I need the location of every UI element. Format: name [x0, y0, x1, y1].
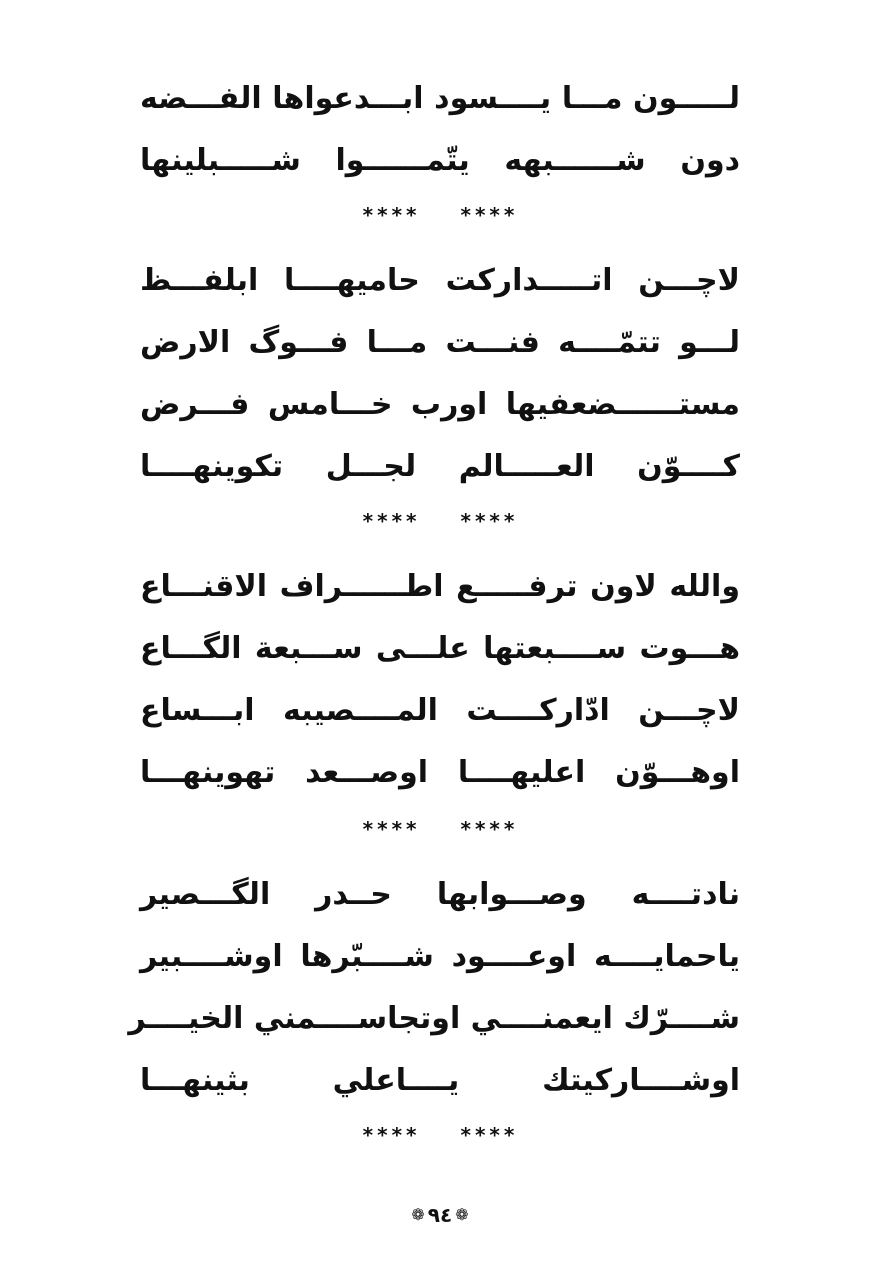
stanza-separator: [0, 814, 881, 844]
stanza-separator: [0, 506, 881, 536]
verse-line: والله لاون ترفـــــع اطــــــراف الاقنـــاع: [140, 569, 740, 604]
verse-line: ياحمايــــه اوعــــود شــــبّرها اوشــــبير: [140, 939, 740, 974]
separator-stars: ****: [362, 817, 421, 841]
verse-line: نادتــــه وصـــوابها حــدر الگـــصير: [140, 877, 740, 912]
page-number-value: ٩٤: [427, 1203, 453, 1227]
separator-stars: ****: [460, 1123, 519, 1147]
verse-line: اوهـــوّن اعليهــــا اوصـــعد تهوينهـــا: [140, 755, 740, 790]
verse-line: كــــوّن العـــــالم لجـــل تكوينهــــا: [140, 449, 740, 484]
verse-line: هـــوت ســــبعتها علـــى ســـبعة الگـــاع: [140, 631, 740, 666]
verse-line: لاچـــن اتـــــداركت حاميهــــا ابلفـــظ: [140, 263, 740, 298]
verse-line: اوشــــاركيتك يــــاعلي بثينهـــا: [140, 1063, 740, 1098]
page-number: [390, 1198, 490, 1232]
verse-line: لـــو تتمّــــه فنـــت مـــا فـــوگ الارض: [140, 325, 740, 360]
separator-stars: ****: [460, 817, 519, 841]
separator-stars: ****: [460, 203, 519, 227]
verse-line: دون شــــــبهه يتّمــــــوا شـــــبلينها: [140, 143, 740, 178]
stanza-separator: [0, 1120, 881, 1150]
separator-stars: ****: [362, 1123, 421, 1147]
separator-stars: ****: [362, 509, 421, 533]
verse-line: لاچـــن ادّاركــــت المــــصيبه ابـــساع: [140, 693, 740, 728]
separator-stars: ****: [362, 203, 421, 227]
separator-stars: ****: [460, 509, 519, 533]
verse-line: لـــــون مـــا يــــسود ابـــدعواها الفـــضه: [140, 81, 740, 116]
flower-ornament-icon: ❁: [411, 1205, 425, 1224]
verse-line: مستــــــضعفيها اورب خـــامس فـــرض: [140, 387, 740, 422]
flower-ornament-icon: ❁: [455, 1205, 469, 1224]
verse-line: شــــرّك ايعمنــــي اوتجاســــمني الخيــــر: [128, 1001, 740, 1036]
stanza-separator: [0, 200, 881, 230]
